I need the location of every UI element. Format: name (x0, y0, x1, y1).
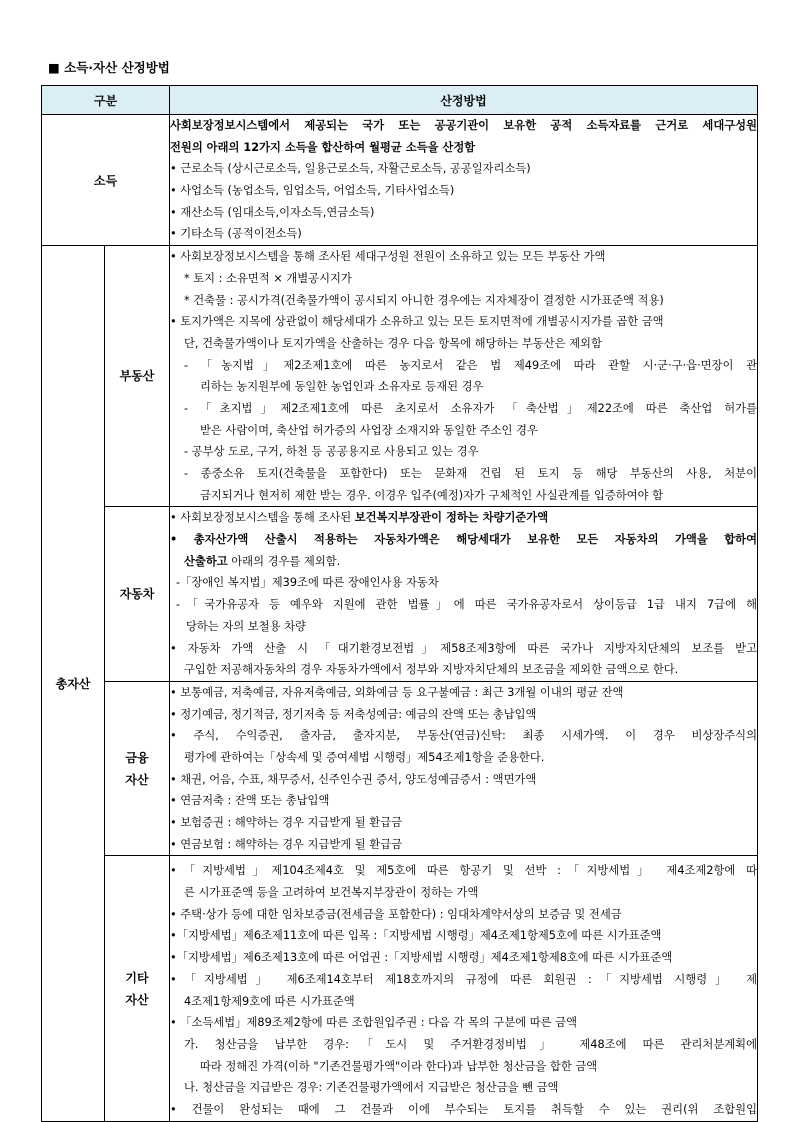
real-estate-row (42, 246, 758, 507)
other-assets-content (170, 856, 758, 1121)
text-line: * 건축물 : 공시가격(건축물가액이 공시되지 아니한 경우에는 지자체장이 결정한 시가표준액 적용) (184, 293, 664, 307)
list-item: • 총자산가액 산출시 적용하는 자동차가액은 해당세대가 보유한 모든 자동차의 가액을 합하여 (170, 533, 757, 547)
financial-assets-label (105, 681, 170, 856)
list-item: • 연금보험 : 해약하는 경우 지급받게 될 환급금 (170, 837, 403, 851)
list-item: • 연금저축 : 잔액 또는 총납입액 (170, 794, 330, 808)
list-item: • 사업소득 (농업소득, 임업소득, 어업소득, 기타사업소득) (170, 184, 455, 198)
text-line: - 공부상 도로, 구거, 하천 등 공공용지로 사용되고 있는 경우 (184, 445, 479, 459)
text-segment: 아래의 경우를 제외함. (227, 554, 341, 568)
other-assets-row (42, 856, 758, 1121)
text-line: 리하는 농지원부에 동일한 농업인과 소유자로 등재된 경우 (200, 380, 484, 394)
text-line: 가. 청산금을 납부한 경우:「도시 및 주거환경정비법」 제48조에 따른 관리처분계획에 (184, 1037, 757, 1051)
label-line: 자산 (125, 772, 149, 787)
text-line: 당하는 자의 보철용 차량 (186, 619, 306, 633)
list-item: • 주택·상가 등에 대한 임차보증금(전세금을 포함한다) : 임대차계약서상의 보증금 및 전세금 (170, 907, 622, 921)
list-item: • 근로소득 (상시근로소득, 일용근로소득, 자활근로소득, 공공일자리소득) (170, 162, 531, 176)
text-line: - 「초지법」제2조제1호에 따른 초지로서 소유자가 「축산법」제22조에 따른 축산업 허가를 (184, 401, 757, 415)
text-line: - 종중소유 토지(건축물을 포함한다) 또는 문화재 건립 된 토지 등 해당 부동산의 사용, 처분이 (184, 467, 757, 480)
list-item: • 기타소득 (공적이전소득) (170, 227, 302, 241)
header-method: 산정방법 (170, 86, 758, 115)
vehicle-row (42, 507, 758, 682)
list-item: • 보험증권 : 해약하는 경우 지급받게 될 환급금 (170, 816, 403, 829)
text-line: -「국가유공자 등 예우와 지원에 관한 법률」에 따른 국가유공자로서 상이등급 1급 내지 7급에 해 (176, 598, 757, 612)
table-header-row (42, 86, 758, 115)
text-line: 4조제1항제9호에 따른 시가표준액 (184, 994, 355, 1008)
text-line: 나. 청산금을 지급받은 경우: 기존건물평가액에서 지급받은 청산금을 뺀 금액 (184, 1081, 559, 1095)
text-line: 구입한 저공해자동차의 경우 자동차가액에서 정부와 지방자치단체의 보조금을 제외한 금액으로 한다. (184, 663, 679, 677)
list-item (170, 507, 757, 529)
list-item: • 정기예금, 정기적금, 정기저축 등 저축성예금: 예금의 잔액 또는 총납입액 (170, 707, 537, 721)
text-line (170, 551, 757, 573)
text-line: 금지되거나 현저히 제한 받는 경우. 이경우 입주(예정)자가 구체적인 사실관계를 입증하여야 함 (200, 488, 664, 502)
header-category: 구분 (42, 86, 170, 115)
real-estate-content (170, 246, 758, 507)
income-row (42, 115, 758, 246)
other-assets-label (105, 856, 170, 1121)
label-line: 자산 (125, 992, 149, 1007)
bold-segment: 산출하고 (184, 554, 228, 568)
text-line: 전원의 아래의 12가지 소득을 합산하여 월평균 소득을 산정함 (170, 140, 476, 154)
text-segment: • 사회보장정보시스템을 통해 조사된 (170, 511, 355, 525)
income-content (170, 115, 758, 246)
text-line: 평가에 관하여는「상속세 및 증여세법 시행령」제54조제1항을 준용한다. (184, 750, 545, 764)
list-item: •「지방세법」제6조제13호에 따른 어업권 :「지방세법 시행령」제4조제1항제8호에 따른 시가표준액 (170, 951, 673, 965)
label-line: 기타 (125, 970, 149, 985)
section-title: ■ 소득·자산 산정방법 (48, 60, 170, 75)
text-line: -「장애인 복지법」제39조에 따른 장애인사용 자동차 (176, 576, 439, 590)
list-item: • 보통예금, 저축예금, 자유저축예금, 외화예금 등 요구불예금 : 최근 3개월 이내의 평균 잔액 (170, 685, 624, 699)
list-item: • 자동차 가액 산출 시 「대기환경보전법」제58조제3항에 따른 국가나 지방자치단체의 보조를 받고 (170, 641, 757, 655)
list-item: • 토지가액은 지목에 상관없이 해당세대가 소유하고 있는 모든 토지면적에 개별공시지가를 곱한 금액 (170, 315, 664, 329)
text-line: - 「농지법」제2조제1호에 따른 농지로서 같은 법 제49조에 따라 관할 시·군·구·읍·면장이 관 (184, 358, 757, 372)
financial-assets-row (42, 681, 758, 856)
text-line: * 토지 : 소유면적 × 개별공시지가 (184, 271, 352, 285)
list-item: • 채권, 어음, 수표, 채무증서, 신주인수권 증서, 양도성예금증서 : 액면가액 (170, 772, 537, 786)
vehicle-content (170, 507, 758, 682)
list-item: • 사회보장정보시스템을 통해 조사된 세대구성원 전원이 소유하고 있는 모든 부동산 가액 (170, 250, 606, 264)
real-estate-label: 부동산 (105, 246, 170, 507)
list-item: • 주식, 수익증권, 출자금, 출자지분, 부동산(연금)신탁: 최종 시세가액. 이 경우 비상장주식의 (170, 729, 757, 743)
list-item: •「지방세법」제6조제11호에 따른 입목 :「지방세법 시행령」제4조제1항제5호에 따른 시가표준액 (170, 929, 662, 943)
income-label: 소득 (42, 115, 170, 246)
list-item: •「지방세법」 제6조제14호부터 제18호까지의 규정에 따른 회원권 :「지방세법 시행령」 제 (170, 972, 757, 986)
list-item: •「지방세법」제104조제4호 및 제5호에 따른 항공기 및 선박 :「지방세법」 제4조제2항에 따 (170, 864, 757, 878)
vehicle-label: 자동차 (105, 507, 170, 682)
list-item: • 재산소득 (임대소득,이자소득,연금소득) (170, 205, 375, 219)
text-line: 단, 건축물가액이나 토지가액을 산출하는 경우 다음 항목에 해당하는 부동산은 제외함 (184, 336, 602, 350)
text-line: 사회보장정보시스템에서 제공되는 국가 또는 공공기관이 보유한 공적 소득자료를 근거로 세대구성원 (170, 119, 757, 132)
calculation-method-table (41, 85, 758, 1122)
list-item: • 「소득세법」제89조제2항에 따른 조합원입주권 : 다음 각 목의 구분에 따른 금액 (170, 1016, 578, 1030)
list-item: • 건물이 완성되는 때에 그 건물과 이에 부수되는 토지를 취득할 수 있는 권리(위 조합원입 (170, 1102, 757, 1116)
text-line: 따라 정해진 가격(이하 "기존건물평가액"이라 한다)과 납부한 청산금을 합한 금액 (200, 1059, 598, 1073)
financial-assets-content (170, 681, 758, 856)
text-line: 받은 사람이며, 축산업 허가증의 사업장 소재지와 동일한 주소인 경우 (200, 423, 538, 437)
text-line: 른 시가표준액 등을 고려하여 보건복지부장관이 정하는 가액 (184, 886, 479, 900)
bold-segment: 보건복지부장관이 정하는 차량기준가액 (354, 511, 549, 525)
total-assets-label: 총자산 (42, 246, 105, 1122)
label-line: 금융 (125, 750, 149, 765)
